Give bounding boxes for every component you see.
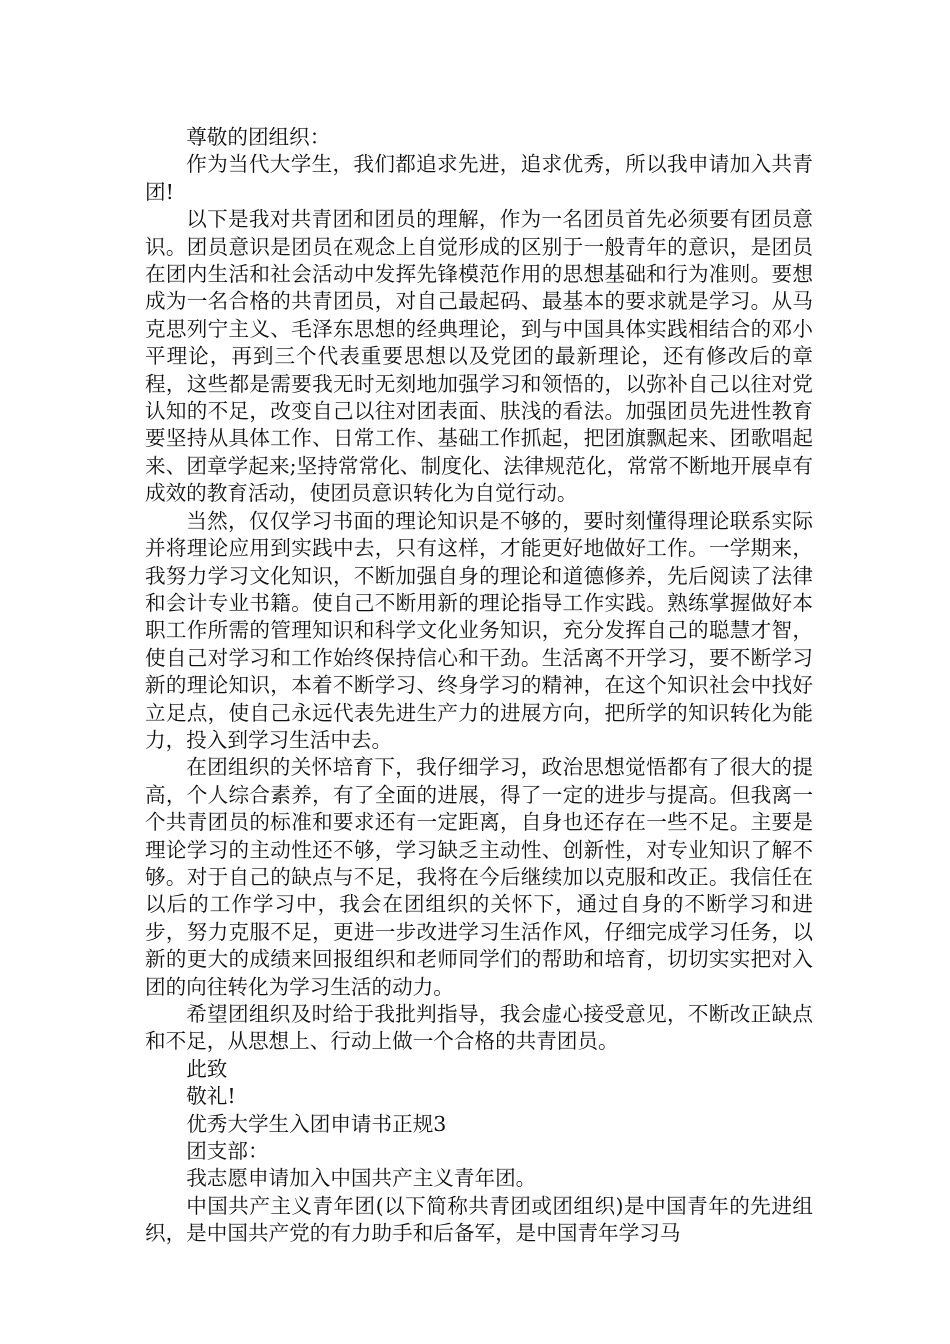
paragraph-understanding: 以下是我对共青团和团员的理解，作为一名团员首先必须要有团员意识。团员意识是团员在观念上自觉形成的区别于一般青年的意识，是团员在团内生活和社会活动中发挥先锋模范作用的思想基础和行为准则。要想成为一名合格的共青团员，对自己最起码、最基本的要求就是学习。从马克思列宁主义、毛泽东思想的经典理论，到与中国具体实践相结合的邓小平理论，再到三个代表重要思想以及党团的最新理论，还有修改后的章程，这些都是需要我无时无刻地加强学习和领悟的，以弥补自己以往对党认知的不足，改变自己以往对团表面、肤浅的看法。加强团员先进性教育要坚持从具体工作、日常工作、基础工作抓起，把团旗飘起来、团歌唱起来、团章学起来;坚持常常化、制度化、法律规范化，常常不断地开展卓有成效的教育活动，使团员意识转化为自觉行动。: [145, 207, 813, 506]
paragraph-practice: 当然，仅仅学习书面的理论知识是不够的，要时刻懂得理论联系实际并将理论应用到实践中去，只有这样，才能更好地做好工作。一学期来，我努力学习文化知识，不断加强自身的理论和道德修养，先后阅读了法律和会计专业书籍。使自己不断用新的理论指导工作实践。熟练掌握做好本职工作所需的管理知识和科学文化业务知识，充分发挥自己的聪慧才智，使自己对学习和工作始终保持信心和干劲。生活离不开学习，要不断学习新的理论知识，本着不断学习、终身学习的精神，在这个知识社会中找好立足点，使自己永远代表先进生产力的进展方向，把所学的知识转化为能力，投入到学习生活中去。: [145, 508, 813, 752]
paragraph-progress: 在团组织的关怀培育下，我仔细学习，政治思想觉悟都有了很大的提高，个人综合素养，有了全面的进展，得了一定的进步与提高。但我离一个共青团员的标准和要求还有一定距离，自身也还存在一些不足。主要是理论学习的主动性还不够，学习缺乏主动性、创新性，对专业知识了解不够。对于自己的缺点与不足，我将在今后继续加以克服和改正。我信任在以后的工作学习中，我会在团组织的关怀下，通过自身的不断学习和进步，努力克服不足，更进一步改进学习生活作风，仔细完成学习任务，以新的更大的成绩来回报组织和老师同学们的帮助和培育，切切实实把对入团的向往转化为学习生活的动力。: [145, 755, 813, 999]
salutation: 尊敬的团组织：: [186, 125, 331, 149]
paragraph-hope: 希望团组织及时给于我批判指导，我会虚心接受意见，不断改正缺点和不足，从思想上、行动上做一个合格的共青团员。: [145, 1002, 813, 1054]
closing-cizhi: 此致: [186, 1056, 228, 1081]
paragraph-intro: 作为当代大学生，我们都追求先进，追求优秀，所以我申请加入共青团!: [145, 152, 813, 204]
paragraph-apply: 我志愿申请加入中国共产主义青年团。: [186, 1166, 537, 1191]
document-body: [145, 124, 813, 1248]
section-title: 优秀大学生入团申请书正规3: [186, 1111, 447, 1136]
paragraph-league-definition: 中国共产主义青年团(以下简称共青团或团组织)是中国青年的先进组织，是中国共产党的有力助手和后备军，是中国青年学习马: [145, 1193, 813, 1246]
salutation-branch: 团支部：: [186, 1139, 269, 1164]
closing-jingli: 敬礼!: [186, 1084, 236, 1109]
